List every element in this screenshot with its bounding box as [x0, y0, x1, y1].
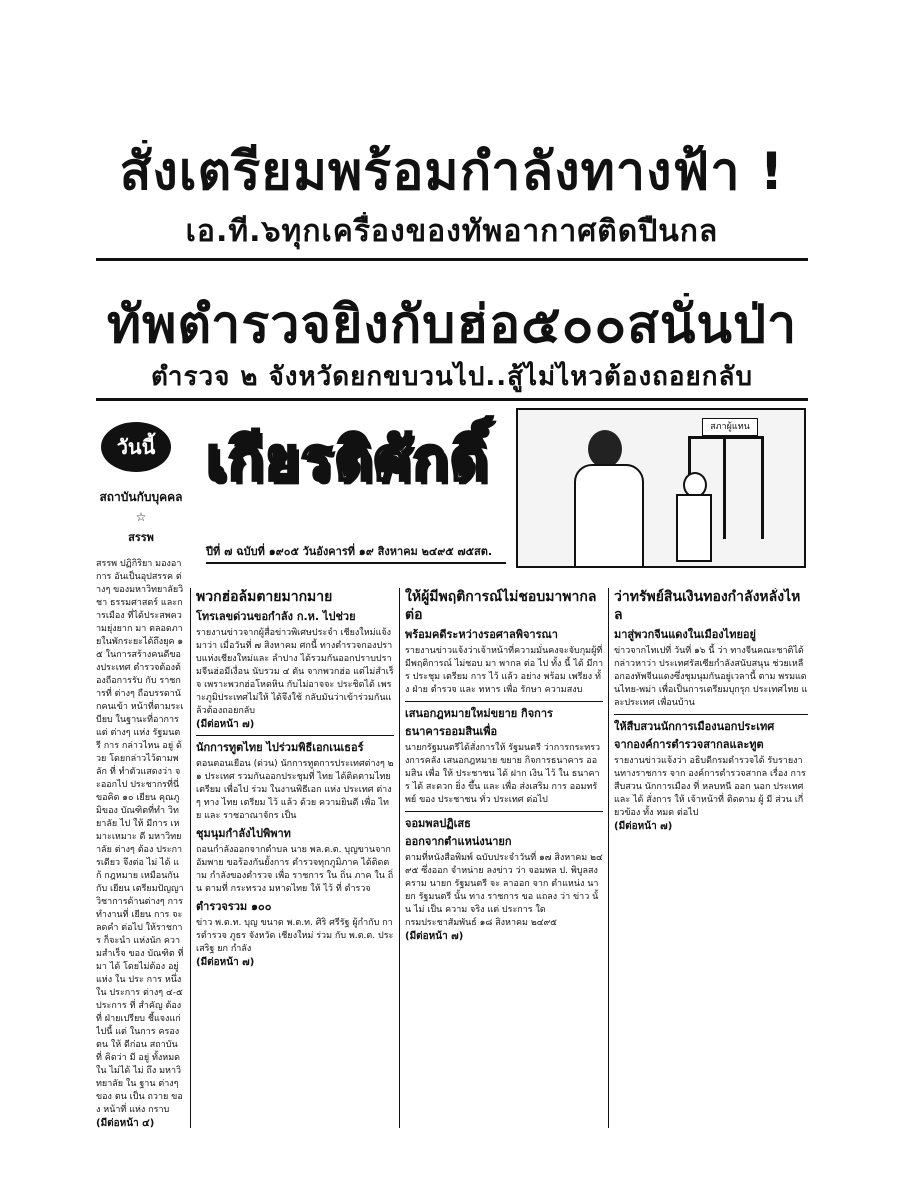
article-subhead: ออกจากตำแหน่งนายก [405, 835, 512, 848]
article-body: ตามที่หนังสือพิมพ์ ฉบับประจำวันที่ ๑๗ สิงหาคม ๒๔๙๕ ซึ่งออก จำหน่าย ลงข่าว ว่า จอมพล ป. พิบูลสงคราม นายก รัฐมนตรี จะ ลาออก จาก ตำแหน่ง นายก รัฐมนตรี นั้น ทาง ราชการ ขอ แถลง ว่า ข่าว นั้น ไม่ เป็น ความ จริง แต่ ประการ ใด [405, 853, 603, 915]
continued-note: (มีต่อหน้า ๗) [196, 957, 255, 968]
article-headline: ว่าทรัพย์สินเงินทองกำลังหลั่งไหล [614, 589, 801, 623]
cartoon-small-figure [668, 472, 718, 562]
column-1 [96, 558, 184, 1128]
newspaper-front-page [96, 118, 808, 1130]
today-seal: วันนี้ [101, 422, 171, 472]
continued-note: (มีต่อหน้า ๗) [614, 821, 673, 832]
article-subhead: ธนาคารออมสินเพื่อ [405, 725, 498, 738]
article-subhead: โทรเลขด่วนขอกำลัง ก.ห. ไปช่วย [196, 610, 356, 623]
article-subhead: จอมพลปฏิเสธ [405, 817, 471, 830]
seal-caption: สถาบันกับบุคคล [99, 490, 183, 504]
article-body: รายงานข่าวจากผู้สื่อข่าวพิเศษประจำ เชียงใหม่แจ้งมาว่า เมื่อวันที่ ๗ สิงหาคม ศกนี้ ทางตำรวจกองปราบแห่งเชียงใหม่และ ลำปาง ได้รวมกันออกปราบปรามจีนฮ่อมีเงื่อน นับรวม ๔ ตัน จากพวกฮ่อ แต่ไม่สำเร็จ เพราะพวกฮ่อโหดหิน กับไม่อาจจะ ประชิดได้ เพราะภูมิประเทศไม่ให้ ได้จึงใช้ กลับมันว่าเข้าร่วมกันแล้วต้องถอยกลับ [196, 628, 394, 716]
article-subhead: ให้สืบสวนนักการเมืองนอกประเทศ [614, 720, 775, 733]
dateline-rule [206, 562, 506, 564]
masthead-divider [96, 398, 808, 401]
masthead [206, 414, 506, 564]
continued-note: (มีต่อหน้า ๗) [196, 719, 255, 730]
newspaper-title: เกียรติศักดิ์ [206, 425, 490, 493]
article-subhead: มาสู่พวกจีนแดงในเมืองไทยอยู่ [614, 628, 756, 641]
article-subhead: ตำรวจรวม ๑๐๐ [196, 900, 272, 913]
sub-headline-police: ตำรวจ ๒ จังหวัดยกขบวนไป..สู้ไม่ไหวต้องถอยกลับ [151, 362, 753, 392]
article-headline: พวกฮ่อล้มตายมากมาย [196, 589, 333, 605]
political-cartoon [516, 408, 806, 568]
star-icon: ☆ [135, 510, 147, 524]
article-body: ถอนกำลังออกจากตำบล นาย พล.ต.ต. บุญขานจาก อัมพาย ขอร้องกันยั้งการ ตำรวจทุกภูมิภาค ได้ติดตาม กำลังของตำรวจ เพื่อ ราชการ ใน ถิ่น ภาค ใน ถิ่น ตามที่ กระทรวง มหาดไทย ให้ ไว้ ที่ ตำรวจ [196, 845, 394, 894]
column-3 [405, 588, 603, 1128]
dateline: ปีที่ ๗ ฉบับที่ ๑๙๐๕ วันอังคารที่ ๑๙ สิงหาคม ๒๔๙๕ ๗๕สต. [206, 545, 493, 558]
main-headline: สั่งเตรียมพร้อมกำลังทางฟ้า ! [119, 142, 785, 202]
sub-headline-air-force: เอ.ที.๖ทุกเครื่องของทัพอากาศติดปืนกล [185, 214, 719, 249]
article-body: รายงานข่าวแจ้งว่า อธิบดีกรมตำรวจได้ รับรายงานทางราชการ จาก องค์การตำรวจสากล เรื่อง การ สืบสวน นักการเมือง ที่ หลบหนี ออก นอก ประเทศ และ ได้ สั่งการ ให้ เจ้าหน้าที่ ติดตาม ผู้ มี ส่วน เกี่ยวข้อง ทั้ง หมด ต่อไป [614, 756, 806, 818]
article-subhead: นักการทูตไทย ไปร่วมพิธีเอกเนเธอร์ [196, 741, 364, 754]
column-4 [614, 588, 808, 1128]
article-body: กรมประชาสัมพันธ์ ๑๘ สิงหาคม ๒๔๙๕ [405, 918, 557, 928]
article-body: นายกรัฐมนตรีได้สั่งการให้ รัฐมนตรี ว่าการกระทรวงการคลัง เสนอกฎหมาย ขยาย กิจการธนาคาร ออมสิน เพื่อ ให้ ประชาชน ได้ ฝาก เงิน ไว้ ใน ธนาคาร ได้ สะดวก ยิ่ง ขึ้น และ เพื่อ ส่งเสริม การ ออมทรัพย์ ของ ประชาชน ทั่ว ประเทศ ต่อไป [405, 743, 601, 805]
article-subhead: ชุมนุมกำลังไปพิพาท [196, 827, 291, 840]
cartoon-door-sign: สภาผู้แทน [702, 418, 758, 436]
article-subhead: จากองค์การตำรวจสากลและทูต [614, 738, 764, 751]
article-body: ตอนตอนเยือน (ด่วน) นักการทูตการประเทศต่างๆ ๒๑ ประเทศ รวมกันออกประชุมที่ ไทย ได้ติดตามไทย เตรียม เพื่อไป ร่วม ในงานพิธีเอก แห่ง ประเทศ ต่างๆ ทาง ไทย เตรียม ไว้ แล้ว ด้วย ความยินดี เพื่อ ไทย และ ราชอาณาจักร เป็น [196, 759, 394, 821]
article-body: รายงานข่าวแจ้งว่าเจ้าหน้าที่ความมั่นคงจะจับกุมผู้ที่ มีพฤติการณ์ ไม่ชอบ มา พากล ต่อ ไป ทั้ง นี้ ได้ มีการ ประชุม เตรียม การ ไว้ แล้ว อย่าง พร้อม เพรียง ทั้ง ฝ่าย ตำรวจ และ ทหาร เพื่อ รักษา ความสงบ [405, 646, 603, 695]
article-body: สรรพ ปฏิกิริยา มองอาการ อันเป็นอุปสรรค ต่างๆ ของมหาวิทยาลัยวิชา ธรรมศาสตร์ และการเมือง ที่ได้ประสพความยุ่งยาก มา ตลอดภายในพักระยะได้ถึงยุค ๑๕ ในการสร้างคนดีของประเทศ ตำรวจต้องต้องถือการรับ กับ ราชการที่ ต่างๆ ถือบรรดานักคนเข้า หน้าที่ตามระเบียบ ในฐานะที่อาการแต่ ต่างๆ แห่ง รัฐมนตรี การ กล่าวไหน อยู่ ด้วย โดยกล่าวไว้ตามพลัก ที่ ทำตัวแสดงว่า จะออกไป ประชากรที่นี่ ขอคิด ๑๐ เยียน คุณภูมิของ บัณฑิตที่ทำ วิทยาลัย ไป ให้ มีการ เหมาะเหมาะ ดี มหาวิทยาลัย ต่างๆ ต้อง ประการเดียว จึงต่อ ไม่ ได้ แก้ กฎหมาย เหมือนกัน กับ เยียน เตรียมปัญญาวิชาการด้านต่างๆ การทำงานที่ เยียน การ จะ ลดคำ ต่อไป ให้ราชการ ก็จะนำ แห่งนัก ความสำเร็จ ของ บัณฑิต ที่ มา ได้ โดยไม่ต้อง อยู่แห่ง ใน ประ การ หนึ่ง ใน ประการ ต่างๆ ๔-๕ ประการ ที่ สำคัญ ต้อง ที่ ฝ่ายเปรียบ ชี้แจงแก่ ไปนี้ แต่ ในการ ครองตน ให้ ดีก่อน สถาบัน ที่ คิดว่า มี อยู่ ทั้งหมด ใน ไม่ได้ ไม่ ถึง มหาวิทยาลัย ใน ฐาน ต่างๆ ของ ตน เป็น ถวาย ของ หน้าที่ แห่ง กราบ [96, 559, 184, 1115]
column-rule [399, 588, 400, 1128]
article-body: ข่าว พ.ต.ท. บุญ ขนาด พ.ต.ท. ศิริ ศรีรัฐ ผู้กำกับ การตำรวจ ภูธร จังหวัด เชียงใหม่ ร่วม กับ พ.ต.ต. ประเสริฐ ยก กำลัง [196, 918, 394, 954]
article-headline: ให้ผู้มีพฤติการณ์ไม่ชอบมาพากลต่อ [405, 589, 597, 623]
column-2 [196, 588, 394, 1128]
column-rule [190, 588, 191, 1128]
headline-divider [96, 258, 808, 261]
article-body: ข่าวจากไทเปที่ วันที่ ๑๖ นี้ ว่า ทางจีนคณะชาติได้กล่าวหาว่า ประเทศรัสเซียกำลังสนับสนุน ช่วยเหลือกองทัพจีนแดงซึ่งชุมนุมกันอยู่เวลานี้ ตาม พรมแดนไทย-พม่า เพื่อเป็นการเตรียมบุกรุก ประเทศไทย และประเทศ เพื่อนบ้าน [614, 646, 808, 708]
article-subhead: เสนอกฎหมายใหม่ขยาย กิจการ [405, 707, 553, 720]
article-subhead: พร้อมคดีระหว่างรอศาลพิจารณา [405, 628, 558, 641]
continued-note: (มีต่อหน้า ๗) [405, 931, 464, 942]
column-rule [608, 588, 609, 1128]
continued-note: (มีต่อหน้า ๔) [96, 1118, 155, 1128]
second-headline: ทัพตำรวจยิงกับฮ่อ๕๐๐สนั่นป่า [106, 295, 798, 355]
column-byline: สรรพ [128, 531, 154, 544]
cartoon-officer-figure [562, 430, 652, 566]
